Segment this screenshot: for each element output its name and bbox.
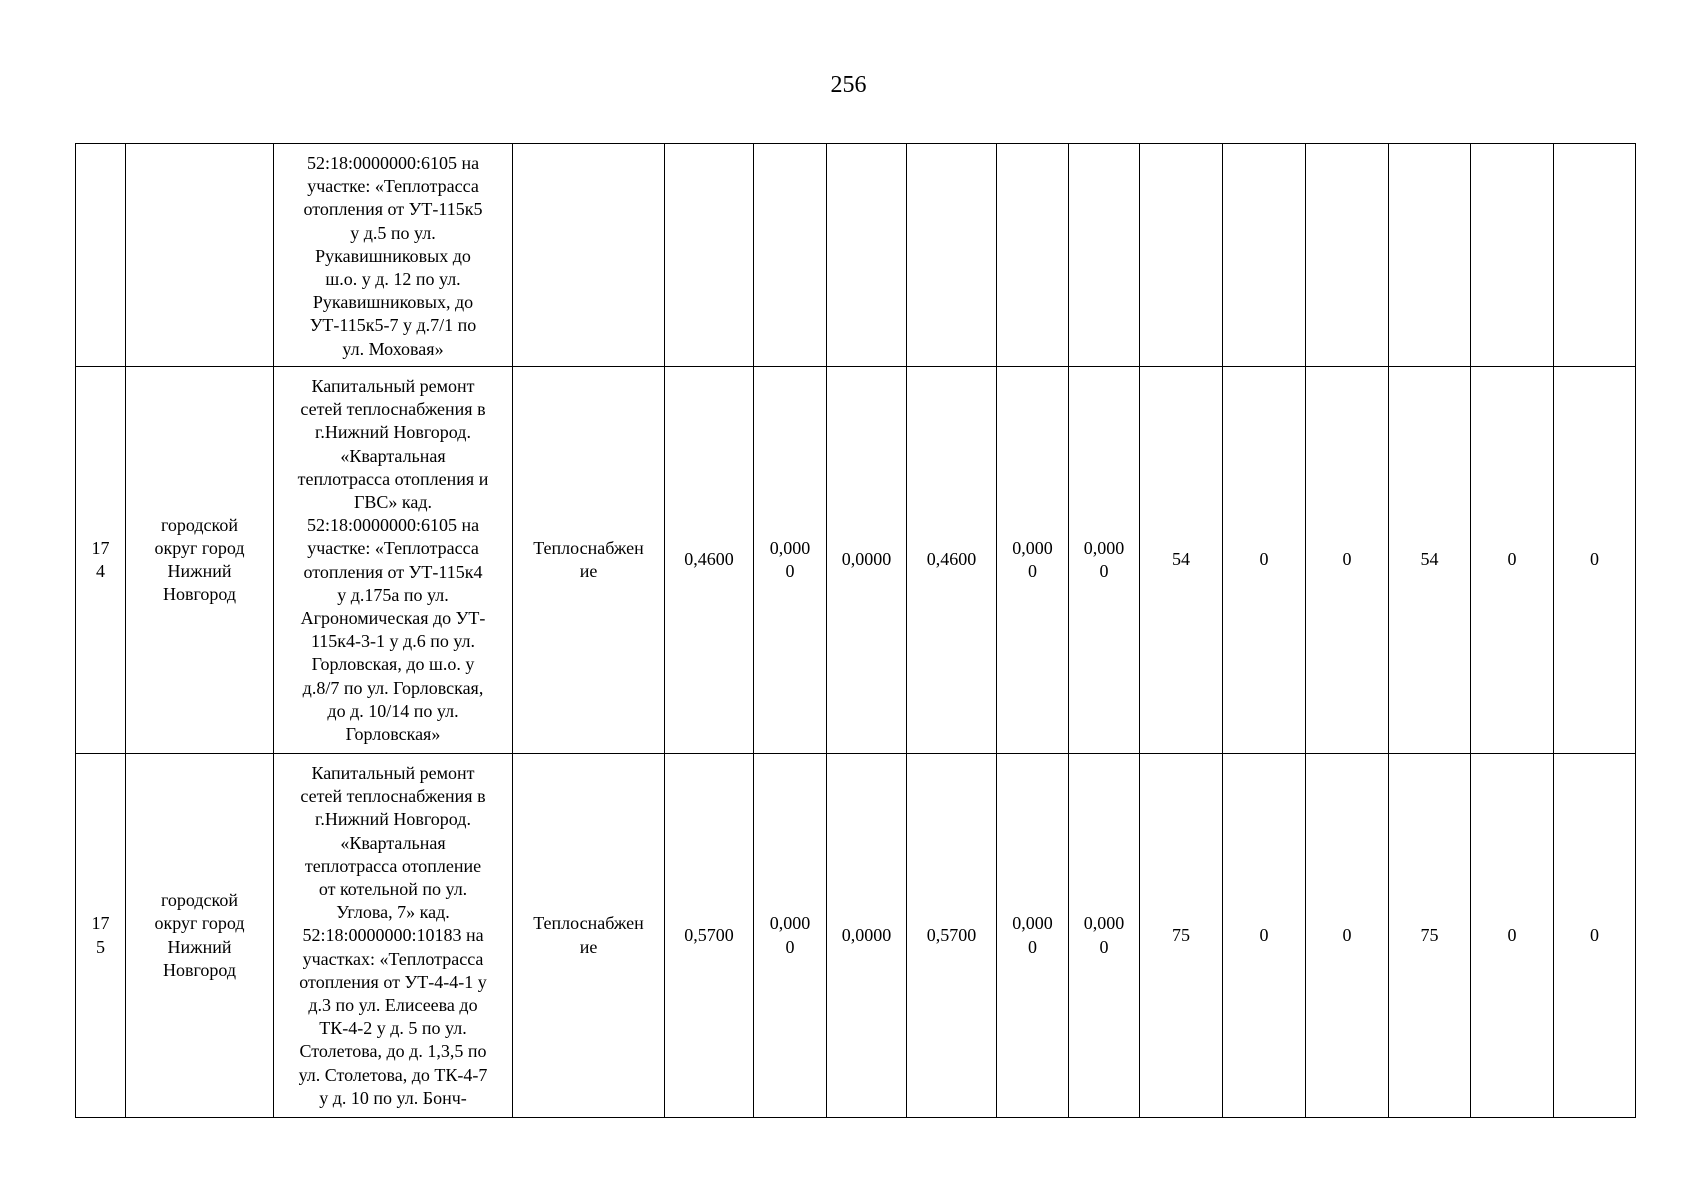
cell-value-9: 0 <box>1306 754 1389 1118</box>
cell-value-3: 0,0000 <box>827 367 907 754</box>
cell-value-6 <box>1069 144 1140 367</box>
table-row <box>76 144 1636 367</box>
cell-value-6: 0,000 0 <box>1069 367 1140 754</box>
cell-description: Капитальный ремонт сетей теплоснабжения в г.Нижний Новгород. «Квартальная теплотрасса отопления и ГВС» кад. 52:18:0000000:6105 на участке: «Теплотрасса отопления от УТ-115к4 у д.175а по ул. Агрономическая до УТ- 115к4-3-1 у д.6 по ул. Горловская, до ш.о. у д.8/7 по ул. Горловская, до д. 10/14 по ул. Горловская» <box>274 367 513 754</box>
cell-value-9: 0 <box>1306 367 1389 754</box>
cell-value-10: 75 <box>1389 754 1471 1118</box>
cell-value-1: 0,4600 <box>665 367 754 754</box>
cell-municipality <box>126 144 274 367</box>
cell-type: Теплоснабжен ие <box>513 367 665 754</box>
cell-value-5: 0,000 0 <box>997 367 1069 754</box>
cell-value-4: 0,5700 <box>907 754 997 1118</box>
cell-value-12: 0 <box>1554 367 1636 754</box>
cell-value-2: 0,000 0 <box>754 754 827 1118</box>
cell-value-3: 0,0000 <box>827 754 907 1118</box>
cell-value-7: 75 <box>1140 754 1223 1118</box>
cell-value-12: 0 <box>1554 754 1636 1118</box>
cell-type <box>513 144 665 367</box>
cell-value-10: 54 <box>1389 367 1471 754</box>
table-row <box>76 754 1636 1118</box>
cell-value-5: 0,000 0 <box>997 754 1069 1118</box>
cell-value-1 <box>665 144 754 367</box>
cell-description: 52:18:0000000:6105 на участке: «Теплотрасса отопления от УТ-115к5 у д.5 по ул. Рукавишниковых до ш.о. у д. 12 по ул. Рукавишниковых, до УТ-115к5-7 у д.7/1 по ул. Моховая» <box>274 144 513 367</box>
cell-municipality: городской округ город Нижний Новгород <box>126 754 274 1118</box>
table-row <box>76 367 1636 754</box>
cell-row-number: 17 4 <box>76 367 126 754</box>
cell-value-11 <box>1471 144 1554 367</box>
cell-value-6: 0,000 0 <box>1069 754 1140 1118</box>
cell-row-number <box>76 144 126 367</box>
cell-description: Капитальный ремонт сетей теплоснабжения в г.Нижний Новгород. «Квартальная теплотрасса отопление от котельной по ул. Углова, 7» кад. 52:18:0000000:10183 на участках: «Теплотрасса отопления от УТ-4-4-1 у д.3 по ул. Елисеева до ТК-4-2 у д. 5 по ул. Столетова, до д. 1,3,5 по ул. Столетова, до ТК-4-7 у д. 10 по ул. Бонч- <box>274 754 513 1118</box>
cell-value-8 <box>1223 144 1306 367</box>
cell-row-number: 17 5 <box>76 754 126 1118</box>
cell-value-11: 0 <box>1471 754 1554 1118</box>
cell-value-4: 0,4600 <box>907 367 997 754</box>
cell-value-3 <box>827 144 907 367</box>
cell-value-7: 54 <box>1140 367 1223 754</box>
cell-type: Теплоснабжен ие <box>513 754 665 1118</box>
cell-value-1: 0,5700 <box>665 754 754 1118</box>
cell-value-10 <box>1389 144 1471 367</box>
cell-value-8: 0 <box>1223 367 1306 754</box>
cell-value-5 <box>997 144 1069 367</box>
cell-value-9 <box>1306 144 1389 367</box>
cell-municipality: городской округ город Нижний Новгород <box>126 367 274 754</box>
data-table <box>75 143 1636 1118</box>
cell-value-2: 0,000 0 <box>754 367 827 754</box>
page-number: 256 <box>830 72 867 98</box>
cell-value-11: 0 <box>1471 367 1554 754</box>
cell-value-4 <box>907 144 997 367</box>
cell-value-2 <box>754 144 827 367</box>
cell-value-7 <box>1140 144 1223 367</box>
cell-value-8: 0 <box>1223 754 1306 1118</box>
cell-value-12 <box>1554 144 1636 367</box>
